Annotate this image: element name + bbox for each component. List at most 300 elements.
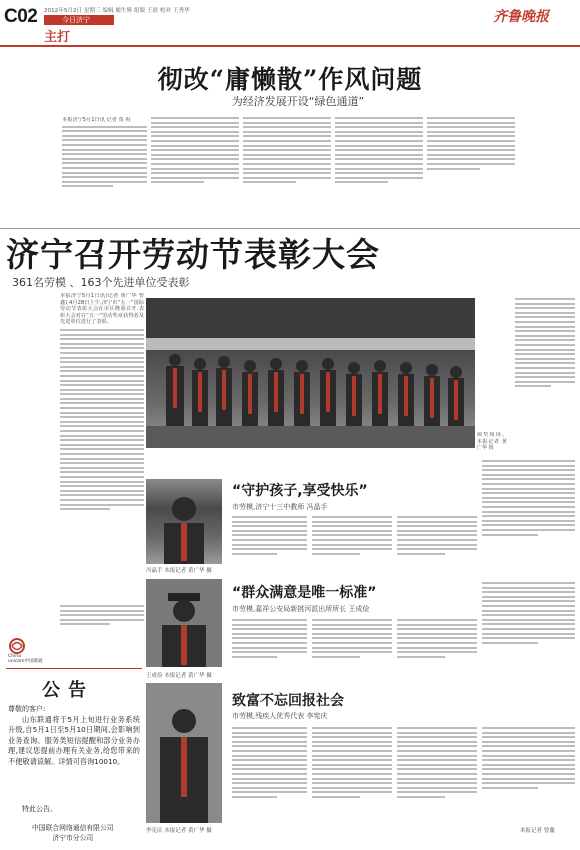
text-line [335, 122, 423, 124]
text-line [335, 181, 388, 183]
text-line [482, 497, 575, 499]
text-line [60, 504, 144, 506]
text-line [482, 605, 575, 607]
text-line [312, 637, 392, 639]
text-line [312, 745, 392, 747]
text-line [232, 633, 307, 635]
text-line [60, 444, 144, 446]
text-lines [232, 619, 307, 658]
profile-3-col-d [482, 727, 575, 823]
text-line [312, 628, 392, 630]
main-story-col-1-lower [60, 605, 144, 640]
award-ceremony-photo [146, 298, 475, 448]
text-line [232, 656, 277, 658]
text-line [397, 796, 445, 798]
text-line [151, 154, 239, 156]
text-lines [482, 582, 575, 644]
text-line [232, 642, 307, 644]
text-line [151, 126, 239, 128]
text-line [62, 149, 147, 151]
text-lines [151, 117, 239, 183]
text-line [482, 759, 575, 761]
profile-3-byline: 市劳模,残疾人优秀代表 李宪庆 [232, 712, 328, 720]
text-line [60, 338, 144, 340]
text-line [397, 553, 445, 555]
text-line [60, 384, 144, 386]
text-line [60, 499, 144, 501]
profile-3-title: 致富不忘回报社会 [232, 693, 344, 709]
text-line [243, 126, 331, 128]
text-line [232, 619, 307, 621]
text-line [232, 628, 307, 630]
text-line [312, 796, 360, 798]
text-line [312, 619, 392, 621]
text-line [312, 782, 392, 784]
profile-3-col-a [232, 727, 307, 832]
text-line [427, 149, 515, 151]
profile-1-caption: 冯晶手 本报记者 黄广华 摄 [146, 568, 212, 574]
text-line [397, 732, 477, 734]
text-line [62, 162, 147, 164]
text-line [515, 303, 575, 305]
text-line [62, 176, 147, 178]
text-line [482, 637, 575, 639]
text-line [515, 376, 575, 378]
main-photo-caption: 颁奖现场。 本报记者 黄广华 摄 [477, 432, 507, 451]
text-line [397, 759, 477, 761]
text-line [482, 587, 575, 589]
text-line [232, 773, 307, 775]
text-line [312, 768, 392, 770]
text-line [397, 787, 477, 789]
text-line [151, 117, 239, 119]
text-lines [427, 117, 515, 170]
text-line [60, 407, 144, 409]
text-line [482, 727, 575, 729]
text-line [60, 605, 144, 607]
text-line [312, 727, 392, 729]
text-line [62, 130, 147, 132]
main-story-col-1 [60, 293, 144, 603]
section-tag: 今日济宁 [44, 15, 114, 25]
text-line [397, 745, 477, 747]
text-line [232, 553, 277, 555]
text-line [397, 633, 477, 635]
text-line [312, 773, 392, 775]
text-line [482, 596, 575, 598]
text-line [60, 366, 144, 368]
text-lines [397, 727, 477, 798]
text-line [427, 117, 515, 119]
profile-2-col-b [312, 619, 392, 681]
text-line [232, 647, 307, 649]
text-line [62, 172, 147, 174]
text-line [60, 439, 144, 441]
text-line [312, 624, 392, 626]
text-line [515, 339, 575, 341]
unicom-logo [8, 637, 58, 664]
text-line [60, 467, 144, 469]
text-line [243, 122, 331, 124]
text-line [515, 344, 575, 346]
text-line [482, 582, 575, 584]
text-line [427, 145, 515, 147]
text-line [515, 316, 575, 318]
text-line [397, 619, 477, 621]
text-line [243, 154, 331, 156]
text-line [397, 530, 477, 532]
text-line [482, 524, 575, 526]
text-line [482, 488, 575, 490]
text-line [515, 353, 575, 355]
text-line [60, 361, 144, 363]
text-line [62, 181, 147, 183]
text-line [397, 651, 477, 653]
text-line [482, 778, 575, 780]
text-line [482, 633, 575, 635]
text-line [60, 421, 144, 423]
main-story-subheadline: 361名劳模 、163个先进单位受表彰 [12, 276, 190, 289]
text-line [243, 158, 331, 160]
text-line [397, 647, 477, 649]
text-line [243, 163, 331, 165]
text-line [482, 755, 575, 757]
profile-2-col-c [397, 619, 477, 681]
text-line [427, 163, 515, 165]
text-line [312, 553, 360, 555]
top-story-col-2 [151, 117, 239, 225]
text-line [515, 298, 575, 300]
text-line [243, 181, 296, 183]
text-line [60, 494, 144, 496]
text-line [232, 750, 307, 752]
text-line [482, 628, 575, 630]
text-line [515, 312, 575, 314]
text-line [62, 158, 147, 160]
text-line [60, 393, 144, 395]
text-line [427, 126, 515, 128]
profile-1-title: “守护孩子,享受快乐” [232, 483, 368, 499]
text-line [60, 471, 144, 473]
text-line [397, 773, 477, 775]
text-line [232, 539, 307, 541]
text-lines [397, 619, 477, 658]
text-line [243, 140, 331, 142]
text-line [515, 358, 575, 360]
text-line [397, 791, 477, 793]
ad-closing: 特此公告。 [22, 805, 57, 813]
text-line [397, 755, 477, 757]
text-line [60, 334, 144, 336]
ad-rule [6, 668, 142, 669]
text-lines [397, 516, 477, 555]
text-line [482, 610, 575, 612]
profile-3-col-c [397, 727, 477, 832]
text-lines [60, 605, 144, 625]
text-line [243, 117, 331, 119]
top-story-headline: 彻改“庸懒散”作风问题 [157, 65, 423, 94]
text-line [312, 656, 360, 658]
text-line [60, 412, 144, 414]
text-line [60, 485, 144, 487]
text-line [312, 755, 392, 757]
text-line [427, 131, 515, 133]
portrait [146, 579, 222, 667]
text-line [312, 736, 392, 738]
text-line [397, 750, 477, 752]
text-line [515, 307, 575, 309]
text-line [243, 145, 331, 147]
text-line [482, 600, 575, 602]
profile-3-col-b [312, 727, 392, 832]
text-lines [312, 619, 392, 658]
text-lines [243, 117, 331, 183]
text-line [62, 144, 147, 146]
text-line [232, 768, 307, 770]
text-line [335, 126, 423, 128]
text-line [515, 326, 575, 328]
text-line [232, 624, 307, 626]
profile-2-byline: 市劳模,嘉祥公安局新挑河派出所所长 王成俭 [232, 605, 370, 613]
text-line [232, 741, 307, 743]
text-line [60, 490, 144, 492]
text-line [62, 153, 147, 155]
text-line [312, 539, 392, 541]
text-line [60, 481, 144, 483]
text-line [397, 642, 477, 644]
text-line [335, 168, 423, 170]
top-story-col-1 [62, 117, 147, 225]
text-line [312, 534, 392, 536]
text-line [151, 168, 239, 170]
masthead [0, 0, 580, 48]
portrait [146, 683, 222, 823]
section-name: 主打 [44, 30, 71, 45]
text-line [312, 759, 392, 761]
text-line [60, 508, 110, 510]
text-line [62, 139, 147, 141]
text-line [60, 343, 144, 345]
text-line [482, 745, 575, 747]
text-lines [515, 298, 575, 387]
text-line [151, 172, 239, 174]
text-line [151, 158, 239, 160]
text-line [482, 736, 575, 738]
text-lines [62, 126, 147, 188]
text-line [397, 521, 477, 523]
top-story-col-4 [335, 117, 423, 225]
text-line [232, 759, 307, 761]
text-line [482, 474, 575, 476]
issue-meta: 2012年5月2日 星期三 编辑 姬生辉 组版 王晨 校对 王秀华 [44, 8, 190, 14]
text-line [397, 548, 477, 550]
text-line [60, 398, 144, 400]
text-line [60, 347, 144, 349]
masthead-rule [0, 45, 580, 47]
text-line [60, 370, 144, 372]
profile-1-col-c [397, 516, 477, 576]
text-line [151, 145, 239, 147]
top-story-subheadline: 为经济发展开设“绿色通道” [231, 95, 365, 108]
text-line [515, 372, 575, 374]
text-line [232, 796, 277, 798]
text-line [60, 380, 144, 382]
ad-signature: 中国联合网络通信有限公司 济宁市分公司 [32, 824, 114, 842]
text-line [232, 534, 307, 536]
profile-2-title: “群众满意是唯一标准” [232, 585, 377, 601]
text-line [60, 425, 144, 427]
text-line [232, 787, 307, 789]
text-line [397, 741, 477, 743]
text-line [232, 727, 307, 729]
text-line [60, 614, 144, 616]
text-line [232, 530, 307, 532]
text-line [60, 435, 144, 437]
profile-2-col-d [482, 582, 575, 681]
profile-3-end-credit: 本报记者 曾鑫 [520, 828, 555, 834]
text-line [232, 525, 307, 527]
text-line [515, 335, 575, 337]
text-lines [312, 727, 392, 798]
text-line [397, 764, 477, 766]
text-line [397, 624, 477, 626]
text-line [482, 741, 575, 743]
main-story-col-right [515, 298, 575, 448]
text-line [312, 544, 392, 546]
page-code: C02 [4, 6, 38, 27]
text-lines [232, 516, 307, 555]
text-line [482, 520, 575, 522]
text-line [232, 778, 307, 780]
main-story-lead: 本报济宁5月1日讯(记者 黄广华 曾鑫) 4月28日上午,济宁市“五一”国际劳动节表彰大会在市区隆重召开,表彰大会对在“五一”劳动奖章获得者及先进单位进行了表彰。 [60, 293, 144, 326]
text-line [397, 525, 477, 527]
text-line [60, 623, 110, 625]
text-line [60, 453, 144, 455]
text-lines [482, 727, 575, 789]
text-line [482, 501, 575, 503]
text-line [335, 135, 423, 137]
text-line [482, 591, 575, 593]
text-line [397, 768, 477, 770]
text-line [243, 149, 331, 151]
text-line [482, 732, 575, 734]
text-line [232, 521, 307, 523]
text-line [335, 131, 423, 133]
text-line [232, 544, 307, 546]
text-line [60, 610, 144, 612]
text-line [151, 149, 239, 151]
text-line [515, 330, 575, 332]
text-line [427, 122, 515, 124]
text-line [482, 511, 575, 513]
text-line [335, 158, 423, 160]
text-line [335, 140, 423, 142]
text-line [312, 525, 392, 527]
profile-1-photo [146, 479, 222, 564]
text-line [312, 521, 392, 523]
text-line [312, 741, 392, 743]
text-line [515, 367, 575, 369]
text-line [515, 381, 575, 383]
text-line [312, 750, 392, 752]
top-story-col-5 [427, 117, 515, 225]
text-line [60, 389, 144, 391]
text-line [515, 321, 575, 323]
text-line [482, 529, 575, 531]
text-lines [335, 117, 423, 183]
text-line [482, 534, 538, 536]
text-line [60, 448, 144, 450]
text-line [482, 782, 575, 784]
text-line [335, 117, 423, 119]
text-line [151, 181, 204, 183]
profile-1-col-d [482, 460, 575, 576]
text-line [151, 135, 239, 137]
text-line [151, 140, 239, 142]
text-line [232, 755, 307, 757]
profile-2-photo [146, 579, 222, 667]
text-line [312, 516, 392, 518]
text-line [312, 787, 392, 789]
text-line [312, 764, 392, 766]
text-line [482, 506, 575, 508]
text-line [232, 736, 307, 738]
text-line [232, 516, 307, 518]
text-line [232, 651, 307, 653]
text-line [60, 352, 144, 354]
text-line [335, 177, 423, 179]
top-story-lead: 本报济宁5月1日讯 记者 贾 祝 [62, 117, 131, 123]
text-line [427, 154, 515, 156]
text-line [62, 126, 147, 128]
text-line [62, 185, 113, 187]
text-line [60, 430, 144, 432]
text-line [232, 782, 307, 784]
text-line [312, 530, 392, 532]
text-line [482, 460, 575, 462]
text-line [482, 768, 575, 770]
text-line [312, 651, 392, 653]
text-line [397, 727, 477, 729]
text-line [335, 154, 423, 156]
text-line [397, 778, 477, 780]
text-line [232, 637, 307, 639]
text-line [243, 168, 331, 170]
text-line [232, 764, 307, 766]
text-line [62, 167, 147, 169]
portrait [146, 479, 222, 564]
text-line [335, 172, 423, 174]
text-line [232, 548, 307, 550]
profile-3-caption: 李宪庆 本报记者 黄广华 摄 [146, 828, 212, 834]
text-line [482, 619, 575, 621]
text-line [482, 642, 538, 644]
text-line [397, 782, 477, 784]
text-line [312, 548, 392, 550]
text-line [60, 375, 144, 377]
ad-body: 山东联通将于5月上旬进行业务系统升级,自5月1日至5月10日期间,会影响到业务查询、服务类短信提醒和部分业务办理,建议您提前办理有关业务,给您带来的不便敬请谅解。详情可咨询10010。 [8, 715, 140, 766]
text-line [312, 647, 392, 649]
ad-salutation: 尊敬的客户: [8, 705, 46, 713]
profile-1-byline: 市劳模,济宁十三中教师 冯晶手 [232, 503, 328, 511]
text-line [312, 642, 392, 644]
text-line [427, 140, 515, 142]
text-line [335, 163, 423, 165]
text-line [397, 544, 477, 546]
text-line [232, 732, 307, 734]
text-line [482, 623, 575, 625]
text-line [482, 750, 575, 752]
